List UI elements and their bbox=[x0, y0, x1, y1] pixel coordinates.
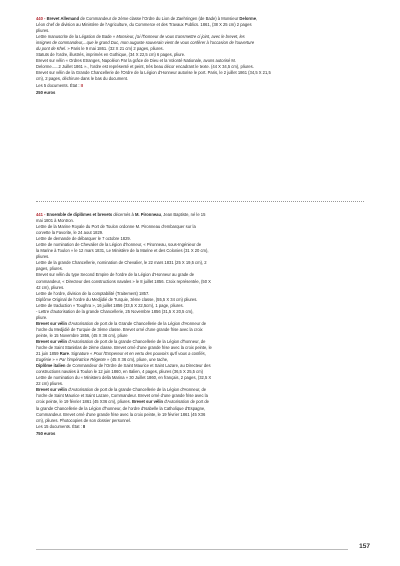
text-span: » (45 X 36 cm), pliure, une tache, bbox=[105, 357, 169, 363]
text-span: II bbox=[80, 82, 83, 88]
text-line bbox=[36, 424, 372, 430]
lot-441 bbox=[36, 212, 372, 437]
text-span: décernés à bbox=[112, 212, 135, 217]
text-span: d'Autorisation de port de la grande Chancellerie de la Légion d'Honneur, de bbox=[67, 387, 207, 393]
text-span: Rare bbox=[59, 351, 69, 357]
text-span: corvette la Favorite, le 24 aout 1829. bbox=[36, 230, 104, 236]
text-span: insignes de commandeur,...que le grand Duc, mon auguste souverain vient de vous conférer à l'occasion de l'ouverture bbox=[36, 40, 255, 46]
text-span: Lettre de nomination de Chevalier de la Légion d'honneur, « Pironneau, sous-Ingénieur de bbox=[36, 242, 202, 248]
text-line bbox=[36, 83, 372, 89]
text-span: 441 - Ensemble de diplômes et brevets bbox=[36, 212, 113, 217]
lot-number: 440 - bbox=[36, 16, 47, 21]
text-span: Les 15 documents. État : bbox=[36, 423, 83, 429]
text-span: Léon chef de division au Ministère de l'Agriculture, du Commerce et des Travaux Publics. 1861, (38 X 25 cm) 2 pages bbox=[36, 22, 252, 28]
text-span: » Paris le 9 mai 1861. (32 X 21 cm) 2 pages, pliures. bbox=[66, 46, 164, 52]
text-span: l'ordre de Saint Maurice et Saint Lazare, Commandeur. Brevet orné d'une grande frise avec la bbox=[36, 393, 208, 399]
text-span: Brevet sur vélin bbox=[36, 338, 68, 344]
text-span: d'Autorisation de port de bbox=[163, 399, 209, 405]
text-span: 440 - Brevet Allemand bbox=[36, 16, 80, 21]
text-span: 21 juin 1859 bbox=[36, 351, 60, 357]
text-span: M. Pironneau bbox=[134, 212, 161, 217]
text-span: 42 cm), pliures. bbox=[36, 284, 65, 290]
lot-440 bbox=[36, 16, 372, 96]
text-span: mai 1801 à Montron. bbox=[36, 218, 74, 224]
text-span: Monsieur, j'ai l'honneur de vous transmettre ci joint, avec le brevet, les bbox=[116, 34, 245, 40]
page-rule bbox=[36, 549, 348, 550]
text-span: pliure. bbox=[36, 314, 48, 320]
text-span: Les 5 documents. État : bbox=[36, 82, 81, 88]
text-span: l'ordre du Medjidié de Turquie de 3ème classe. Brevet orné d'une grande frise avec la croix bbox=[36, 326, 203, 332]
text-span: Brevet sur vélin du type Second Empire de l'ordre de la Légion d'Honneur au grade de bbox=[36, 272, 195, 278]
text-span: Pour l'Empereur et en vertu des pouvoirs qu'il vous a confiés, bbox=[93, 351, 206, 357]
text-span: , Jean Baptiste, né le 15 bbox=[160, 212, 206, 217]
text-span: pliures. bbox=[36, 254, 50, 260]
text-span: Par l'impératrice Régente bbox=[59, 357, 106, 363]
separator bbox=[36, 201, 364, 202]
text-span: Brevet sur vélin bbox=[131, 399, 164, 405]
text-span: Commandeur. Brevet orné d'une grande frise avec la croix peinte, le 19 février 1861 (45 X36 bbox=[36, 411, 206, 417]
text-span: peinte, le 15 Novembre 1856, (45 X 36 cm), pliure bbox=[36, 332, 128, 338]
text-span: Eugénie bbox=[36, 357, 52, 363]
text-span: cm), 2 pages, déchirure dans le bas du document. bbox=[36, 76, 129, 82]
text-span: II bbox=[82, 423, 86, 429]
text-span: Delorme......2 Juillet 1861 »., l'ordre est représenté et peint, très beau décor encadrant le texte. (44 X 34,5 cm), pliures. bbox=[36, 64, 254, 70]
text-span: de Commandeur de 2ème classe l'Ordre du Lion de Zaehringen (de Bade) à Monsieur bbox=[79, 16, 240, 21]
text-span: - Lettre d'autorisation de la grande Chancellerie, 25 Novembre 1856 (31,5 X 20,5 cm), bbox=[36, 308, 194, 314]
lot-440-price: 250 euros bbox=[36, 90, 56, 96]
text-span: 22 cm) pliures. bbox=[36, 381, 64, 387]
text-span: Brevet sur vélin « Ordres Etranges, Napoléon Par la grâce de Dieu et la Volonté Nationale, avons autorisé M. bbox=[36, 58, 237, 64]
text-span: Brevet sur vélin bbox=[36, 320, 68, 326]
text-span: Statuts de l'ordre, illustrés, imprimés en Gothique, (34 X 22,5 cm) 6 pages, pliure. bbox=[36, 52, 186, 58]
lot-number: 441 - bbox=[36, 212, 47, 217]
text-span: Lettre de nomination du « Ministero della Marina » 30 Juillet 1860, en français, 2 pages, (32,5 X bbox=[36, 375, 212, 381]
text-span: Diplôme italien bbox=[36, 363, 66, 369]
text-span: Lettre de la grande Chancellerie, nomination de Chevalier, le 22 mars 1831 (25 X 19,5 cm), 2 bbox=[36, 260, 207, 266]
text-span: Brevet sur vélin bbox=[36, 387, 68, 393]
text-span: Delorme bbox=[239, 16, 256, 21]
text-span: constructions navales à Toulon le 12 juin 1860, en Italien, 4 pages, pliures (36,5 X 25,5 cm) bbox=[36, 369, 204, 375]
text-span: d'Autorisation de port de la grande Chancellerie de la Légion d'honneur, de bbox=[67, 338, 206, 344]
text-span: . Signature « bbox=[68, 351, 94, 357]
text-span: la Marine à Toulon » le 12 mars 1831, Le Ministère de la Marine et des Colonies (31 X 20 cm), bbox=[36, 248, 209, 254]
text-span: d'Autorisation de port de la Grande Chancellerie de la Légion d'Honneur de bbox=[67, 320, 207, 326]
text-span: Diplôme Original de l'ordre du Medjidié de Turquie, 3ème classe, (55,5 X 34 cm) pliures. bbox=[36, 296, 198, 302]
text-span: commandeur, « Directeur des constructions navales » le 8 juillet 1856. Croix représentée, (50 X bbox=[36, 278, 211, 284]
text-span: Lettre de traduction « Toughra », 16 juillet 1856 (33,5 X 22,5cm), 1 page, pliures. bbox=[36, 302, 184, 308]
text-span: cm), pliures. Photocopies de son dossier personnel. bbox=[36, 417, 132, 423]
text-span: Lettre de l'ordre, division de la comptabilité (Traitement) 1857. bbox=[36, 290, 150, 296]
text-span: la grande Chancellerie de la Légion d'honneur, de l'ordre d'Isabelle la Catholique d'Espagne, bbox=[36, 405, 206, 411]
text-span: pliures. bbox=[36, 28, 50, 34]
text-span: Lettre de la Marine Royale du Port de Toulon ordonne M. Pironneau d'embarquer sur la bbox=[36, 224, 196, 230]
text-span: Brevet sur vélin de la Grande Chancellerie de l'Ordre de la Légion d'Honneur autorise le port. Paris, le 2 juillet 1861 (34,5 X 21,5 bbox=[36, 70, 271, 76]
text-span: croix peinte, le 19 février 1861 (45 X36 cm), pliures. bbox=[36, 399, 132, 405]
text-span: , bbox=[256, 16, 258, 21]
text-span: de Commandeur de l'Ordre de Saint Maurice et Saint Lazare, au Directeur des bbox=[65, 363, 211, 369]
text-span: » « bbox=[51, 357, 60, 363]
text-span: l'ordre de Saint Stanislas de 2ème classe. Brevet orné d'une grande frise avec la croix peinte, le bbox=[36, 345, 212, 351]
page-number: 157 bbox=[359, 543, 370, 550]
lot-440-body bbox=[36, 16, 372, 89]
text-span: du pont de Khel. bbox=[36, 46, 67, 52]
lot-441-price: 750 euros bbox=[36, 431, 56, 437]
text-span: pages, pliures. bbox=[36, 266, 63, 272]
text-span: Lettre de demande de débarquer le 7 octobre 1829. bbox=[36, 236, 131, 242]
lot-441-body bbox=[36, 212, 372, 430]
text-span: Lettre manuscrite de la Légation de Bade « bbox=[36, 34, 117, 40]
